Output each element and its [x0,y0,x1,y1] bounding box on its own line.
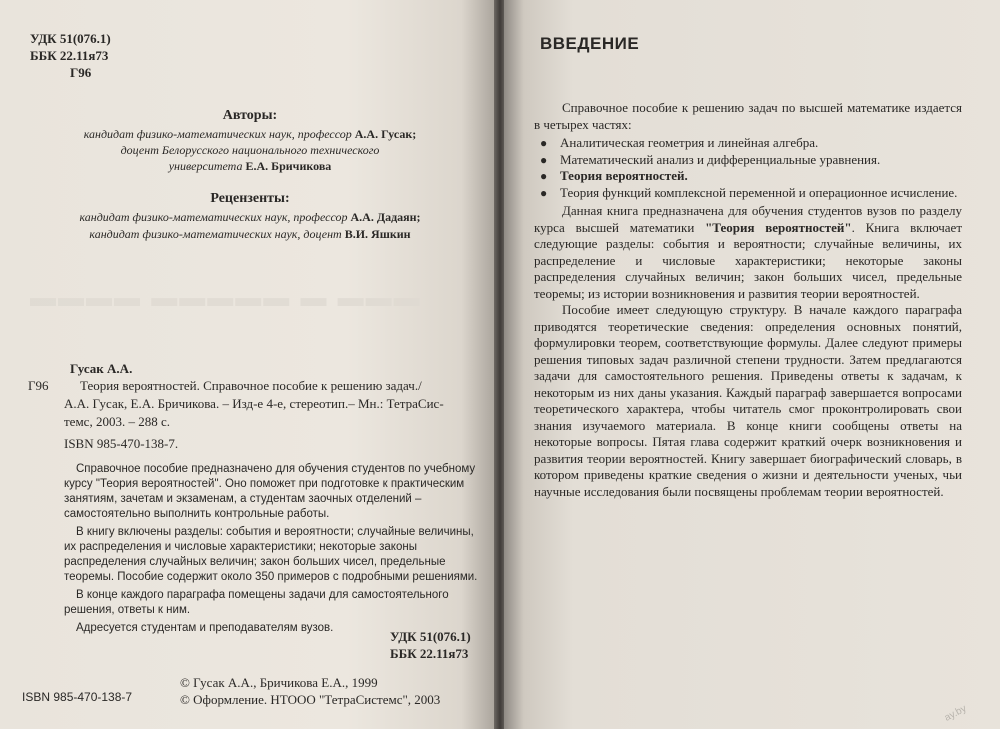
reviewer1-name: А.А. Дадаян; [350,210,421,224]
bbk-code-bottom: ББК 22.11я73 [390,646,469,661]
introduction-text [534,100,962,500]
right-page [504,0,1000,729]
biblio-author: Гусак А.А. [70,361,133,376]
author1-name: А.А. Гусак; [354,127,417,141]
list-item: ● Теория вероятностей. [540,168,688,183]
author2-line [40,158,460,174]
isbn-footer: ISBN 985-470-138-7 [22,690,133,704]
list-item: ● Математический анализ и дифференциальные уравнения. [540,151,881,167]
annotation-paragraph: Справочное пособие предназначено для обучения студентов по учебному курсу "Теория вероятностей". Оно поможет при подготовке к практическим занятиям, зачетам и экзаменам, а студентам заочных отделений – самостоятельно выполнить контрольные работы. [64,463,476,520]
parts-list [534,135,962,201]
annotation-paragraph: В конце каждого параграфа помещены задачи для самостоятельного решения, ответы к ним. [64,589,449,616]
left-page [0,0,496,729]
reviewers-header: Рецензенты: [210,191,290,206]
reviewer2-name: В.И. Яшкин [344,227,411,241]
annotation-paragraph: Адресуется студентам и преподавателям вузов. [76,622,334,634]
biblio-line2: А.А. Гусак, Е.А. Бричикова. – Изд-е 4-е, стереотип.– Мн.: ТетраСис- [64,396,444,411]
watermark: ay.by [942,703,969,724]
bullet-icon: ● [540,185,548,200]
description-paragraph: Данная книга предназначена для обучения студентов вузов по разделу курса высшей математики "Теория вероятностей". Книга включает следующие разделы: события и вероятности; случайные величины, их распределение и числовые характеристики; некоторые законы распределения случайных величин; закон больших чисел, предельные теоремы; из истории возникновения и развития теории вероятностей. [534,203,962,301]
reviewer2-line [40,226,460,242]
authors-header: Авторы: [222,108,278,123]
author-mark: Г96 [70,65,92,80]
biblio-line1: Теория вероятностей. Справочное пособие к решению задач./ [80,378,422,393]
structure-paragraph: Пособие имеет следующую структуру. В начале каждого параграфа приводятся теоретические сведения: определения основных понятий, формулировки теорем, соответствующие формулы. Далее следуют примеры решения типовых задач различной степени трудности. Затем предлагаются задачи для самостоятельного решения. Приведены ответы к задачам, к некоторым из них даны указания. Каждый параграф завершается вопросами теоретического характера, чтобы читатель смог проконтролировать свои знания изучаемого материала. В конце книги сообщены ответы на некоторые вопросы. Пятая глава содержит краткий очерк возникновения и развития теории вероятностей. Книгу завершает биографический словарь, в котором приведены краткие сведения о жизни и деятельности ученых, чьи научные исследования были посвящены проблемам теории вероятностей. [534,302,962,499]
author2-role-line1: доцент Белорусского национального технического [120,143,380,157]
bullet-icon: ● [540,136,548,150]
intro-paragraph: Справочное пособие к решению задач по высшей математике издается в четырех частях: [534,100,962,132]
udk-code-bottom: УДК 51(076.1) [390,629,471,644]
list-item: ● Аналитическая геометрия и линейная алгебра. [540,135,819,150]
reviewer1-role: кандидат физико-математических наук, профессор [79,210,348,224]
reviewer2-role: кандидат физико-математических наук, доцент [89,227,342,241]
biblio-isbn: ISBN 985-470-138-7. [64,436,179,451]
copyright-authors: © Гусак А.А., Бричикова Е.А., 1999 [180,675,378,690]
udk-code: УДК 51(076.1) [30,31,111,46]
author2-name: Е.А. Бричикова [245,159,332,173]
biblio-code: Г96 [28,378,49,393]
bullet-icon: ● [540,152,548,167]
annotation [64,462,484,639]
author1-line [40,126,460,142]
annotation-paragraph: В книгу включены разделы: события и вероятности; случайные величины, их распределения и числовые характеристики; некоторые законы распределения случайных величин; закон больших чисел, предельные теоремы. Пособие содержит около 350 примеров с подробными решениями. [64,526,478,583]
reviewer1-line [40,209,460,225]
biblio-line3: темс, 2003. – 288 с. [64,414,170,429]
list-item: ● Теория функций комплексной переменной и операционное исчисление. [540,184,958,200]
copyright-design: © Оформление. НТООО "ТетраСистемс", 2003 [180,692,441,707]
author2-role-line2: университета [168,159,243,173]
course-name: "Теория вероятностей" [705,219,852,235]
show-through-text: ▬▬▬▬ ▬▬▬▬▬ ▬ ▬▬▬ [30,282,422,312]
bbk-code: ББК 22.11я73 [30,48,109,63]
author1-role: кандидат физико-математических наук, профессор [83,127,352,141]
bullet-icon: ● [540,169,548,183]
section-title: ВВЕДЕНИЕ [540,34,640,53]
